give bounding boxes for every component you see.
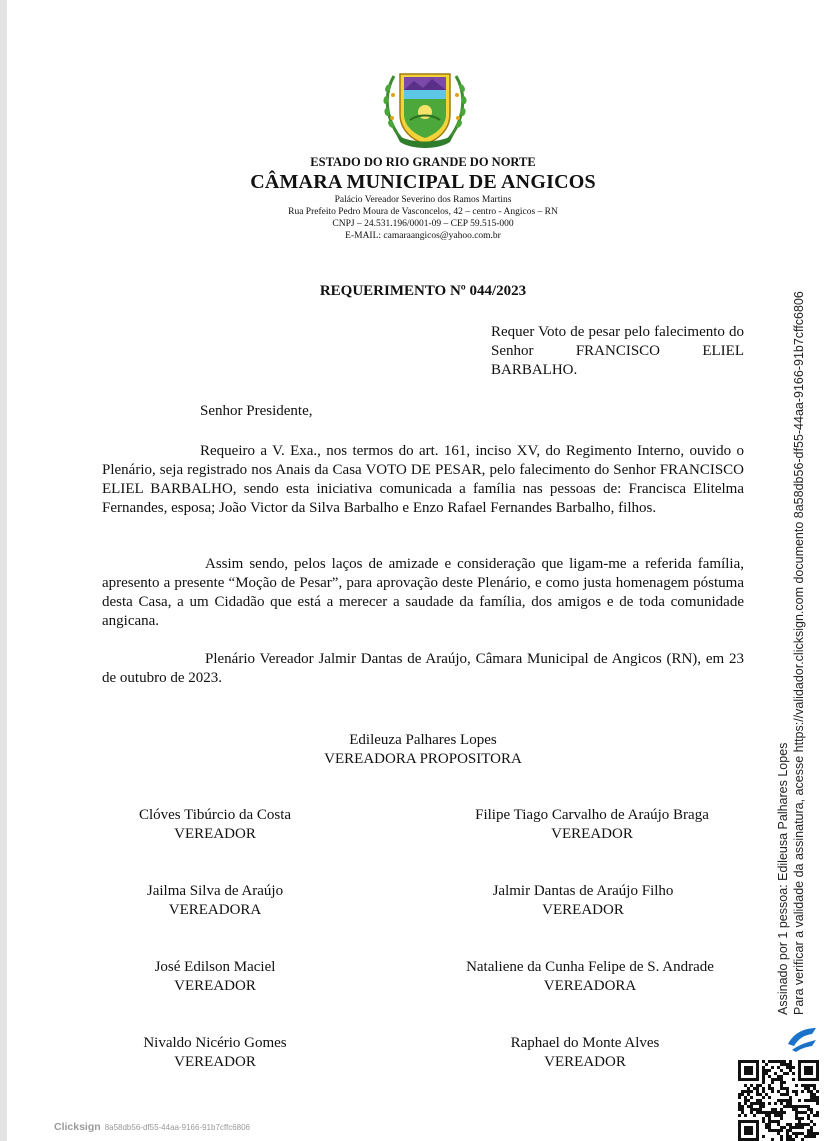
signatory-block <box>485 1034 685 1072</box>
signature-stamp <box>775 291 807 1015</box>
footer <box>54 1117 250 1135</box>
signatory-name: Nivaldo Nicério Gomes <box>143 1035 287 1051</box>
signatory-role: VEREADOR <box>174 826 256 842</box>
signatory-role: VEREADOR <box>174 978 256 994</box>
signatory-name: Nataliene da Cunha Felipe de S. Andrade <box>466 959 714 975</box>
signatory-block <box>115 958 315 996</box>
signature-stamp-line: Assinado por 1 pessoa: Edileusa Palhares Lopes <box>776 742 790 1015</box>
signatory-block <box>115 806 315 844</box>
signatory-name: José Edilson Maciel <box>154 959 276 975</box>
signatory-role: VEREADORA <box>543 978 637 994</box>
signatory-name: Raphael do Monte Alves <box>510 1035 660 1051</box>
signature-verify-line: Para verificar a validade da assinatura, acesse https://validador.clicksign.com documento 8a58db56-df55-44aa-9166-91b7cffc6806 <box>792 291 806 1015</box>
signatory-role: VEREADORA <box>168 902 262 918</box>
address-line: CNPJ – 24.531.196/0001-09 – CEP 59.515-000 <box>332 219 514 229</box>
proposer-signature <box>323 731 523 769</box>
signatory-block <box>440 958 740 996</box>
signatory-role: VEREADORA PROPOSITORA <box>324 751 522 767</box>
request-summary: Requer Voto de pesar pelo falecimento do Senhor FRANCISCO ELIEL BARBALHO. <box>491 324 744 378</box>
signatory-name: Edileuza Palhares Lopes <box>349 732 497 748</box>
signatory-block <box>442 806 742 844</box>
signatory-role: VEREADOR <box>551 826 633 842</box>
signatory-role: VEREADOR <box>174 1054 256 1070</box>
footer-brand: Clicksign <box>54 1121 101 1133</box>
signatory-block <box>115 882 315 920</box>
signatory-name: Jailma Silva de Araújo <box>146 883 284 899</box>
body-paragraph: Requeiro a V. Exa., nos termos do art. 161, inciso XV, do Regimento Interno, ouvido o Plenário, seja registrado nos Anais da Casa VOTO DE PESAR, pelo falecimento do Senhor FRANCISCO ELIEL BARBALHO, sendo esta iniciativa comunicada a família nas pessoas de: Francisca Elitelma Fernandes, esposa; João Victor da Silva Barbalho e Enzo Rafael Fernandes Barbalho, filhos. <box>102 443 744 516</box>
address-line: Rua Prefeito Pedro Moura de Vasconcelos, 42 – centro - Angicos – RN <box>288 207 558 217</box>
body-paragraph: Assim sendo, pelos laços de amizade e consideração que ligam-me a referida família, apresento a presente “Moção de Pesar”, para aprovação deste Plenário, e como justa homenagem póstuma desta Casa, a um Cidadão que está a merecer a saudade da família, dos amigos e de toda comunidade angicana. <box>102 556 744 629</box>
chamber-name: CÂMARA MUNICIPAL DE ANGICOS <box>250 171 596 193</box>
state-name: ESTADO DO RIO GRANDE DO NORTE <box>310 155 536 169</box>
email-line: E-MAIL: camaraangicos@yahoo.com.br <box>345 231 501 241</box>
address-line: Palácio Vereador Severino dos Ramos Martins <box>334 195 512 205</box>
closing-paragraph: Plenário Vereador Jalmir Dantas de Araújo, Câmara Municipal de Angicos (RN), em 23 de outubro de 2023. <box>102 651 744 686</box>
signatory-name: Clóves Tibúrcio da Costa <box>138 807 292 823</box>
document-title: REQUERIMENTO Nº 044/2023 <box>319 283 527 299</box>
signatory-name: Filipe Tiago Carvalho de Araújo Braga <box>475 807 709 823</box>
signatory-name: Jalmir Dantas de Araújo Filho <box>492 883 674 899</box>
signatory-block <box>452 882 714 920</box>
municipal-crest-icon <box>380 68 470 150</box>
salutation: Senhor Presidente, <box>200 403 313 419</box>
signatory-block <box>115 1034 315 1072</box>
footer-hash: 8a58db56-df55-44aa-9166-91b7cffc6806 <box>104 1123 250 1132</box>
signatory-role: VEREADOR <box>544 1054 626 1070</box>
clicksign-logo-icon <box>784 1024 820 1054</box>
qr-code-icon <box>736 1060 822 1141</box>
signatory-role: VEREADOR <box>542 902 624 918</box>
